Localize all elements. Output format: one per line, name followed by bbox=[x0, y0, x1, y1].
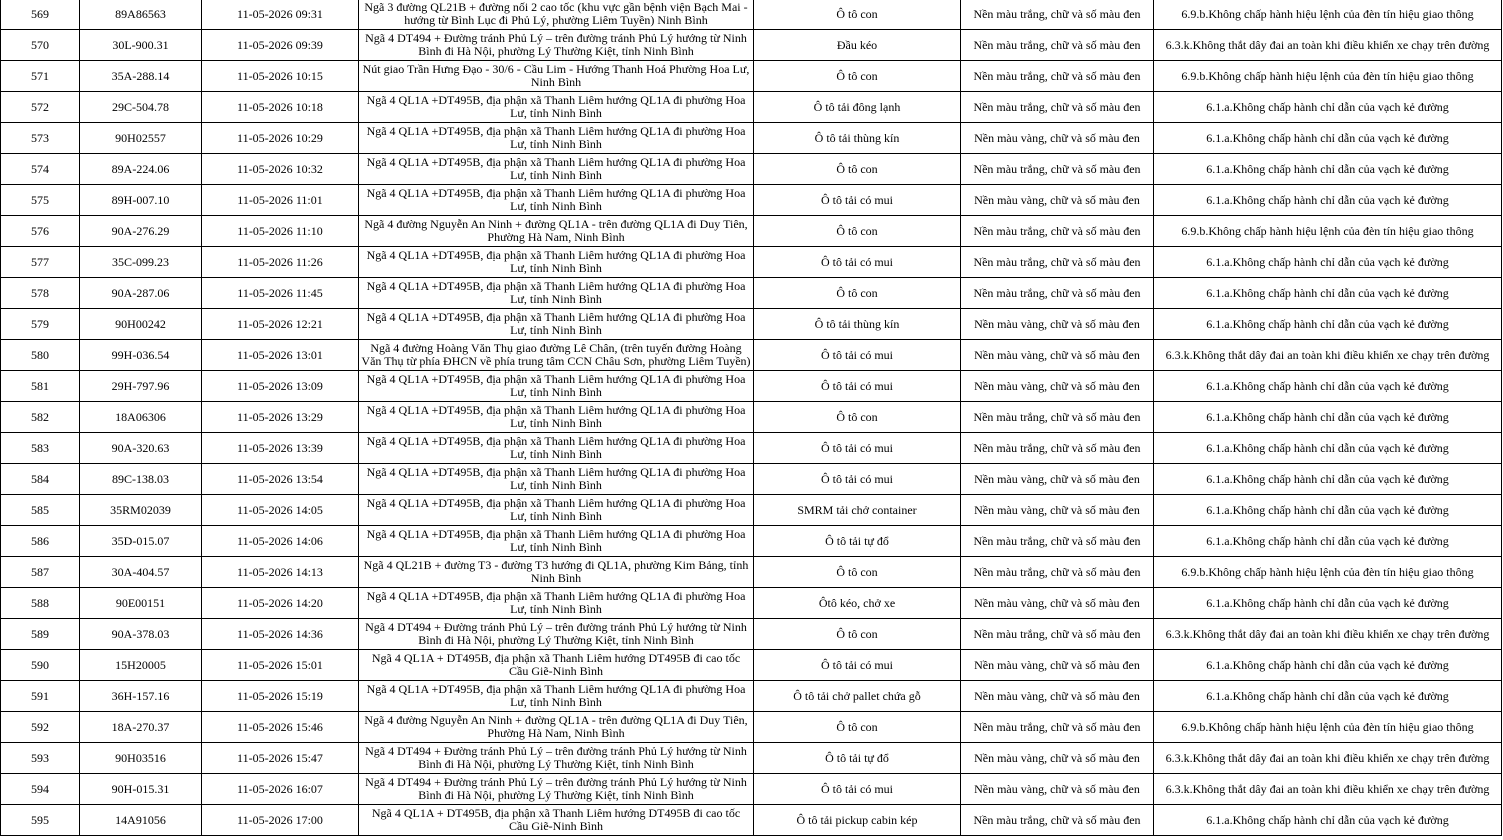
table-row bbox=[1, 0, 1502, 30]
timestamp-cell: 11-05-2026 09:31 bbox=[202, 0, 359, 30]
timestamp-cell: 11-05-2026 10:32 bbox=[202, 154, 359, 185]
license-plate-cell: 89C-138.03 bbox=[80, 464, 202, 495]
table-row bbox=[1, 681, 1502, 712]
table-row bbox=[1, 588, 1502, 619]
plate-color-cell: Nền màu trắng, chữ và số màu đen bbox=[961, 557, 1154, 588]
timestamp-cell: 11-05-2026 10:15 bbox=[202, 61, 359, 92]
violation-cell: 6.1.a.Không chấp hành chỉ dẫn của vạch kẻ đường bbox=[1154, 123, 1502, 154]
location-cell: Ngã 4 QL1A +DT495B, địa phận xã Thanh Liêm hướng QL1A đi phường Hoa Lư, tỉnh Ninh Bình bbox=[359, 278, 754, 309]
license-plate-cell: 90H03516 bbox=[80, 743, 202, 774]
vehicle-type-cell: Ô tô con bbox=[754, 712, 961, 743]
timestamp-cell: 11-05-2026 09:39 bbox=[202, 30, 359, 61]
location-cell: Ngã 4 DT494 + Đường tránh Phủ Lý – trên đường tránh Phủ Lý hướng từ Ninh Bình đi Hà Nội, phường Lý Thường Kiệt, tỉnh Ninh Bình bbox=[359, 774, 754, 805]
timestamp-cell: 11-05-2026 10:29 bbox=[202, 123, 359, 154]
location-cell: Ngã 4 QL1A +DT495B, địa phận xã Thanh Liêm hướng QL1A đi phường Hoa Lư, tỉnh Ninh Bình bbox=[359, 185, 754, 216]
location-cell: Ngã 4 QL1A +DT495B, địa phận xã Thanh Liêm hướng QL1A đi phường Hoa Lư, tỉnh Ninh Bình bbox=[359, 433, 754, 464]
license-plate-cell: 30L-900.31 bbox=[80, 30, 202, 61]
row-number-cell: 586 bbox=[1, 526, 80, 557]
license-plate-cell: 18A-270.37 bbox=[80, 712, 202, 743]
plate-color-cell: Nền màu vàng, chữ và số màu đen bbox=[961, 464, 1154, 495]
timestamp-cell: 11-05-2026 15:46 bbox=[202, 712, 359, 743]
row-number-cell: 584 bbox=[1, 464, 80, 495]
vehicle-type-cell: Ô tô tải thùng kín bbox=[754, 309, 961, 340]
timestamp-cell: 11-05-2026 11:10 bbox=[202, 216, 359, 247]
row-number-cell: 589 bbox=[1, 619, 80, 650]
violation-cell: 6.3.k.Không thắt dây đai an toàn khi điều khiển xe chạy trên đường bbox=[1154, 340, 1502, 371]
row-number-cell: 588 bbox=[1, 588, 80, 619]
plate-color-cell: Nền màu trắng, chữ và số màu đen bbox=[961, 433, 1154, 464]
location-cell: Ngã 4 QL1A +DT495B, địa phận xã Thanh Liêm hướng QL1A đi phường Hoa Lư, tỉnh Ninh Bình bbox=[359, 588, 754, 619]
plate-color-cell: Nền màu trắng, chữ và số màu đen bbox=[961, 30, 1154, 61]
license-plate-cell: 29H-797.96 bbox=[80, 371, 202, 402]
location-cell: Ngã 4 QL1A +DT495B, địa phận xã Thanh Liêm hướng QL1A đi phường Hoa Lư, tỉnh Ninh Bình bbox=[359, 371, 754, 402]
license-plate-cell: 35RM02039 bbox=[80, 495, 202, 526]
violation-cell: 6.1.a.Không chấp hành chỉ dẫn của vạch kẻ đường bbox=[1154, 92, 1502, 123]
license-plate-cell: 90E00151 bbox=[80, 588, 202, 619]
row-number-cell: 583 bbox=[1, 433, 80, 464]
row-number-cell: 570 bbox=[1, 30, 80, 61]
vehicle-type-cell: SMRM tải chở container bbox=[754, 495, 961, 526]
vehicle-type-cell: Ô tô tải có mui bbox=[754, 340, 961, 371]
violation-cell: 6.1.a.Không chấp hành chỉ dẫn của vạch kẻ đường bbox=[1154, 495, 1502, 526]
vehicle-type-cell: Ô tô tải có mui bbox=[754, 433, 961, 464]
table-row bbox=[1, 650, 1502, 681]
row-number-cell: 591 bbox=[1, 681, 80, 712]
location-cell: Ngã 4 đường Nguyễn An Ninh + đường QL1A - trên đường QL1A đi Duy Tiên, Phường Hà Nam, Ninh Bình bbox=[359, 216, 754, 247]
plate-color-cell: Nền màu vàng, chữ và số màu đen bbox=[961, 681, 1154, 712]
row-number-cell: 594 bbox=[1, 774, 80, 805]
violation-cell: 6.9.b.Không chấp hành hiệu lệnh của đèn tín hiệu giao thông bbox=[1154, 557, 1502, 588]
location-cell: Ngã 4 QL1A +DT495B, địa phận xã Thanh Liêm hướng QL1A đi phường Hoa Lư, tỉnh Ninh Bình bbox=[359, 464, 754, 495]
vehicle-type-cell: Ô tô con bbox=[754, 61, 961, 92]
location-cell: Ngã 4 DT494 + Đường tránh Phủ Lý – trên đường tránh Phủ Lý hướng từ Ninh Bình đi Hà Nội, phường Lý Thường Kiệt, tỉnh Ninh Bình bbox=[359, 743, 754, 774]
plate-color-cell: Nền màu vàng, chữ và số màu đen bbox=[961, 495, 1154, 526]
location-cell: Ngã 3 đường QL21B + đường nối 2 cao tốc (khu vực gần bệnh viện Bạch Mai - hướng từ Bình Lục đi Phủ Lý, phường Liêm Tuyền) Ninh Bình bbox=[359, 0, 754, 30]
timestamp-cell: 11-05-2026 13:09 bbox=[202, 371, 359, 402]
license-plate-cell: 90H00242 bbox=[80, 309, 202, 340]
location-cell: Nút giao Trần Hưng Đạo - 30/6 - Cầu Lim - Hướng Thanh Hoá Phường Hoa Lư, Ninh Bình bbox=[359, 61, 754, 92]
license-plate-cell: 29C-504.78 bbox=[80, 92, 202, 123]
vehicle-type-cell: Ô tô tải có mui bbox=[754, 650, 961, 681]
row-number-cell: 575 bbox=[1, 185, 80, 216]
table-row bbox=[1, 30, 1502, 61]
timestamp-cell: 11-05-2026 16:07 bbox=[202, 774, 359, 805]
table-body bbox=[1, 0, 1502, 836]
vehicle-type-cell: Ô tô tải tự đổ bbox=[754, 526, 961, 557]
table-row bbox=[1, 712, 1502, 743]
license-plate-cell: 99H-036.54 bbox=[80, 340, 202, 371]
license-plate-cell: 90H02557 bbox=[80, 123, 202, 154]
table-row bbox=[1, 371, 1502, 402]
plate-color-cell: Nền màu trắng, chữ và số màu đen bbox=[961, 278, 1154, 309]
vehicle-type-cell: Ô tô tải chở pallet chứa gỗ bbox=[754, 681, 961, 712]
license-plate-cell: 35C-099.23 bbox=[80, 247, 202, 278]
table-row bbox=[1, 216, 1502, 247]
timestamp-cell: 11-05-2026 14:06 bbox=[202, 526, 359, 557]
vehicle-type-cell: Ô tô tải có mui bbox=[754, 371, 961, 402]
table-row bbox=[1, 495, 1502, 526]
plate-color-cell: Nền màu trắng, chữ và số màu đen bbox=[961, 61, 1154, 92]
timestamp-cell: 11-05-2026 15:01 bbox=[202, 650, 359, 681]
plate-color-cell: Nền màu trắng, chữ và số màu đen bbox=[961, 0, 1154, 30]
timestamp-cell: 11-05-2026 13:54 bbox=[202, 464, 359, 495]
violation-cell: 6.1.a.Không chấp hành chỉ dẫn của vạch kẻ đường bbox=[1154, 154, 1502, 185]
violation-cell: 6.1.a.Không chấp hành chỉ dẫn của vạch kẻ đường bbox=[1154, 371, 1502, 402]
vehicle-type-cell: Ô tô con bbox=[754, 402, 961, 433]
location-cell: Ngã 4 đường Nguyễn An Ninh + đường QL1A - trên đường QL1A đi Duy Tiên, Phường Hà Nam, Ninh Bình bbox=[359, 712, 754, 743]
table-row bbox=[1, 247, 1502, 278]
violation-cell: 6.1.a.Không chấp hành chỉ dẫn của vạch kẻ đường bbox=[1154, 650, 1502, 681]
violation-cell: 6.1.a.Không chấp hành chỉ dẫn của vạch kẻ đường bbox=[1154, 464, 1502, 495]
row-number-cell: 581 bbox=[1, 371, 80, 402]
vehicle-type-cell: Ô tô tải thùng kín bbox=[754, 123, 961, 154]
violation-cell: 6.9.b.Không chấp hành hiệu lệnh của đèn tín hiệu giao thông bbox=[1154, 712, 1502, 743]
timestamp-cell: 11-05-2026 11:01 bbox=[202, 185, 359, 216]
vehicle-type-cell: Ô tô tải có mui bbox=[754, 247, 961, 278]
vehicle-type-cell: Ô tô tải có mui bbox=[754, 774, 961, 805]
row-number-cell: 587 bbox=[1, 557, 80, 588]
table-row bbox=[1, 123, 1502, 154]
vehicle-type-cell: Ô tô tải có mui bbox=[754, 464, 961, 495]
location-cell: Ngã 4 QL1A +DT495B, địa phận xã Thanh Liêm hướng QL1A đi phường Hoa Lư, tỉnh Ninh Bình bbox=[359, 309, 754, 340]
row-number-cell: 592 bbox=[1, 712, 80, 743]
license-plate-cell: 90A-320.63 bbox=[80, 433, 202, 464]
plate-color-cell: Nền màu vàng, chữ và số màu đen bbox=[961, 185, 1154, 216]
location-cell: Ngã 4 QL1A +DT495B, địa phận xã Thanh Liêm hướng QL1A đi phường Hoa Lư, tỉnh Ninh Bình bbox=[359, 154, 754, 185]
vehicle-type-cell: Ô tô con bbox=[754, 0, 961, 30]
location-cell: Ngã 4 QL1A +DT495B, địa phận xã Thanh Liêm hướng QL1A đi phường Hoa Lư, tỉnh Ninh Bình bbox=[359, 402, 754, 433]
timestamp-cell: 11-05-2026 13:39 bbox=[202, 433, 359, 464]
row-number-cell: 577 bbox=[1, 247, 80, 278]
plate-color-cell: Nền màu vàng, chữ và số màu đen bbox=[961, 371, 1154, 402]
timestamp-cell: 11-05-2026 14:13 bbox=[202, 557, 359, 588]
vehicle-type-cell: Ô tô con bbox=[754, 619, 961, 650]
license-plate-cell: 90A-287.06 bbox=[80, 278, 202, 309]
license-plate-cell: 89H-007.10 bbox=[80, 185, 202, 216]
table-row bbox=[1, 619, 1502, 650]
vehicle-type-cell: Ô tô con bbox=[754, 557, 961, 588]
location-cell: Ngã 4 QL1A +DT495B, địa phận xã Thanh Liêm hướng QL1A đi phường Hoa Lư, tỉnh Ninh Bình bbox=[359, 92, 754, 123]
violation-cell: 6.1.a.Không chấp hành chỉ dẫn của vạch kẻ đường bbox=[1154, 588, 1502, 619]
location-cell: Ngã 4 QL1A + DT495B, địa phận xã Thanh Liêm hướng DT495B đi cao tốc Cầu Giẽ-Ninh Bình bbox=[359, 650, 754, 681]
location-cell: Ngã 4 DT494 + Đường tránh Phủ Lý – trên đường tránh Phủ Lý hướng từ Ninh Bình đi Hà Nội, phường Lý Thường Kiệt, tỉnh Ninh Bình bbox=[359, 619, 754, 650]
license-plate-cell: 90A-378.03 bbox=[80, 619, 202, 650]
violation-cell: 6.3.k.Không thắt dây đai an toàn khi điều khiển xe chạy trên đường bbox=[1154, 774, 1502, 805]
plate-color-cell: Nền màu vàng, chữ và số màu đen bbox=[961, 309, 1154, 340]
violation-cell: 6.1.a.Không chấp hành chỉ dẫn của vạch kẻ đường bbox=[1154, 433, 1502, 464]
violation-cell: 6.3.k.Không thắt dây đai an toàn khi điều khiển xe chạy trên đường bbox=[1154, 743, 1502, 774]
row-number-cell: 579 bbox=[1, 309, 80, 340]
violation-cell: 6.1.a.Không chấp hành chỉ dẫn của vạch kẻ đường bbox=[1154, 402, 1502, 433]
row-number-cell: 585 bbox=[1, 495, 80, 526]
location-cell: Ngã 4 QL1A +DT495B, địa phận xã Thanh Liêm hướng QL1A đi phường Hoa Lư, tỉnh Ninh Bình bbox=[359, 495, 754, 526]
timestamp-cell: 11-05-2026 12:21 bbox=[202, 309, 359, 340]
vehicle-type-cell: Ô tô con bbox=[754, 154, 961, 185]
row-number-cell: 578 bbox=[1, 278, 80, 309]
plate-color-cell: Nền màu trắng, chữ và số màu đen bbox=[961, 805, 1154, 836]
vehicle-type-cell: Ô tô tải pickup cabin kép bbox=[754, 805, 961, 836]
table-row bbox=[1, 402, 1502, 433]
vehicle-type-cell: Ô tô tải tự đổ bbox=[754, 743, 961, 774]
vehicle-type-cell: Ô tô con bbox=[754, 216, 961, 247]
table-row bbox=[1, 340, 1502, 371]
plate-color-cell: Nền màu vàng, chữ và số màu đen bbox=[961, 588, 1154, 619]
violation-cell: 6.1.a.Không chấp hành chỉ dẫn của vạch kẻ đường bbox=[1154, 681, 1502, 712]
plate-color-cell: Nền màu trắng, chữ và số màu đen bbox=[961, 92, 1154, 123]
timestamp-cell: 11-05-2026 14:20 bbox=[202, 588, 359, 619]
plate-color-cell: Nền màu trắng, chữ và số màu đen bbox=[961, 247, 1154, 278]
vehicle-type-cell: Ô tô tải có mui bbox=[754, 185, 961, 216]
license-plate-cell: 18A06306 bbox=[80, 402, 202, 433]
violation-cell: 6.9.b.Không chấp hành hiệu lệnh của đèn tín hiệu giao thông bbox=[1154, 216, 1502, 247]
license-plate-cell: 35A-288.14 bbox=[80, 61, 202, 92]
license-plate-cell: 36H-157.16 bbox=[80, 681, 202, 712]
timestamp-cell: 11-05-2026 10:18 bbox=[202, 92, 359, 123]
table-row bbox=[1, 464, 1502, 495]
plate-color-cell: Nền màu trắng, chữ và số màu đen bbox=[961, 712, 1154, 743]
table-row bbox=[1, 185, 1502, 216]
timestamp-cell: 11-05-2026 11:45 bbox=[202, 278, 359, 309]
row-number-cell: 582 bbox=[1, 402, 80, 433]
vehicle-type-cell: Ô tô con bbox=[754, 278, 961, 309]
vehicle-type-cell: Ô tô tải đông lạnh bbox=[754, 92, 961, 123]
table-row bbox=[1, 154, 1502, 185]
timestamp-cell: 11-05-2026 17:00 bbox=[202, 805, 359, 836]
violation-cell: 6.1.a.Không chấp hành chỉ dẫn của vạch kẻ đường bbox=[1154, 309, 1502, 340]
timestamp-cell: 11-05-2026 14:05 bbox=[202, 495, 359, 526]
location-cell: Ngã 4 QL1A +DT495B, địa phận xã Thanh Liêm hướng QL1A đi phường Hoa Lư, tỉnh Ninh Bình bbox=[359, 123, 754, 154]
violation-cell: 6.1.a.Không chấp hành chỉ dẫn của vạch kẻ đường bbox=[1154, 805, 1502, 836]
table-row bbox=[1, 774, 1502, 805]
license-plate-cell: 90A-276.29 bbox=[80, 216, 202, 247]
location-cell: Ngã 4 DT494 + Đường tránh Phủ Lý – trên đường tránh Phủ Lý hướng từ Ninh Bình đi Hà Nội, phường Lý Thường Kiệt, tỉnh Ninh Bình bbox=[359, 30, 754, 61]
row-number-cell: 590 bbox=[1, 650, 80, 681]
license-plate-cell: 30A-404.57 bbox=[80, 557, 202, 588]
location-cell: Ngã 4 QL1A + DT495B, địa phận xã Thanh Liêm hướng DT495B đi cao tốc Cầu Giẽ-Ninh Bình bbox=[359, 805, 754, 836]
table-row bbox=[1, 557, 1502, 588]
license-plate-cell: 35D-015.07 bbox=[80, 526, 202, 557]
row-number-cell: 571 bbox=[1, 61, 80, 92]
plate-color-cell: Nền màu trắng, chữ và số màu đen bbox=[961, 402, 1154, 433]
table-row bbox=[1, 92, 1502, 123]
plate-color-cell: Nền màu vàng, chữ và số màu đen bbox=[961, 650, 1154, 681]
violation-cell: 6.1.a.Không chấp hành chỉ dẫn của vạch kẻ đường bbox=[1154, 526, 1502, 557]
license-plate-cell: 14A91056 bbox=[80, 805, 202, 836]
location-cell: Ngã 4 QL1A +DT495B, địa phận xã Thanh Liêm hướng QL1A đi phường Hoa Lư, tỉnh Ninh Bình bbox=[359, 681, 754, 712]
plate-color-cell: Nền màu trắng, chữ và số màu đen bbox=[961, 619, 1154, 650]
violation-cell: 6.1.a.Không chấp hành chỉ dẫn của vạch kẻ đường bbox=[1154, 247, 1502, 278]
row-number-cell: 573 bbox=[1, 123, 80, 154]
row-number-cell: 574 bbox=[1, 154, 80, 185]
license-plate-cell: 89A-224.06 bbox=[80, 154, 202, 185]
table-row bbox=[1, 433, 1502, 464]
plate-color-cell: Nền màu trắng, chữ và số màu đen bbox=[961, 216, 1154, 247]
timestamp-cell: 11-05-2026 11:26 bbox=[202, 247, 359, 278]
table-row bbox=[1, 743, 1502, 774]
plate-color-cell: Nền màu trắng, chữ và số màu đen bbox=[961, 526, 1154, 557]
row-number-cell: 580 bbox=[1, 340, 80, 371]
table-row bbox=[1, 61, 1502, 92]
plate-color-cell: Nền màu vàng, chữ và số màu đen bbox=[961, 774, 1154, 805]
row-number-cell: 569 bbox=[1, 0, 80, 30]
timestamp-cell: 11-05-2026 15:47 bbox=[202, 743, 359, 774]
location-cell: Ngã 4 QL1A +DT495B, địa phận xã Thanh Liêm hướng QL1A đi phường Hoa Lư, tỉnh Ninh Bình bbox=[359, 247, 754, 278]
table-row bbox=[1, 278, 1502, 309]
violation-cell: 6.9.b.Không chấp hành hiệu lệnh của đèn tín hiệu giao thông bbox=[1154, 0, 1502, 30]
vehicle-type-cell: Ôtô kéo, chở xe bbox=[754, 588, 961, 619]
vehicle-type-cell: Đầu kéo bbox=[754, 30, 961, 61]
row-number-cell: 595 bbox=[1, 805, 80, 836]
table-row bbox=[1, 526, 1502, 557]
violation-cell: 6.3.k.Không thắt dây đai an toàn khi điều khiển xe chạy trên đường bbox=[1154, 619, 1502, 650]
location-cell: Ngã 4 đường Hoàng Văn Thụ giao đường Lê Chân, (trên tuyến đường Hoàng Văn Thụ từ phía ĐHCN về phía trung tâm CCN Châu Sơn, phường Liêm Tuyền) bbox=[359, 340, 754, 371]
timestamp-cell: 11-05-2026 13:01 bbox=[202, 340, 359, 371]
table-row bbox=[1, 309, 1502, 340]
row-number-cell: 572 bbox=[1, 92, 80, 123]
row-number-cell: 593 bbox=[1, 743, 80, 774]
location-cell: Ngã 4 QL1A +DT495B, địa phận xã Thanh Liêm hướng QL1A đi phường Hoa Lư, tỉnh Ninh Bình bbox=[359, 526, 754, 557]
violation-cell: 6.9.b.Không chấp hành hiệu lệnh của đèn tín hiệu giao thông bbox=[1154, 61, 1502, 92]
plate-color-cell: Nền màu vàng, chữ và số màu đen bbox=[961, 340, 1154, 371]
license-plate-cell: 15H20005 bbox=[80, 650, 202, 681]
violation-cell: 6.3.k.Không thắt dây đai an toàn khi điều khiển xe chạy trên đường bbox=[1154, 30, 1502, 61]
location-cell: Ngã 4 QL21B + đường T3 - đường T3 hướng đi QL1A, phường Kim Bảng, tỉnh Ninh Bình bbox=[359, 557, 754, 588]
row-number-cell: 576 bbox=[1, 216, 80, 247]
timestamp-cell: 11-05-2026 14:36 bbox=[202, 619, 359, 650]
table-row bbox=[1, 805, 1502, 836]
violation-cell: 6.1.a.Không chấp hành chỉ dẫn của vạch kẻ đường bbox=[1154, 185, 1502, 216]
timestamp-cell: 11-05-2026 15:19 bbox=[202, 681, 359, 712]
license-plate-cell: 90H-015.31 bbox=[80, 774, 202, 805]
plate-color-cell: Nền màu vàng, chữ và số màu đen bbox=[961, 123, 1154, 154]
license-plate-cell: 89A86563 bbox=[80, 0, 202, 30]
violation-cell: 6.1.a.Không chấp hành chỉ dẫn của vạch kẻ đường bbox=[1154, 278, 1502, 309]
plate-color-cell: Nền màu vàng, chữ và số màu đen bbox=[961, 743, 1154, 774]
timestamp-cell: 11-05-2026 13:29 bbox=[202, 402, 359, 433]
plate-color-cell: Nền màu trắng, chữ và số màu đen bbox=[961, 154, 1154, 185]
